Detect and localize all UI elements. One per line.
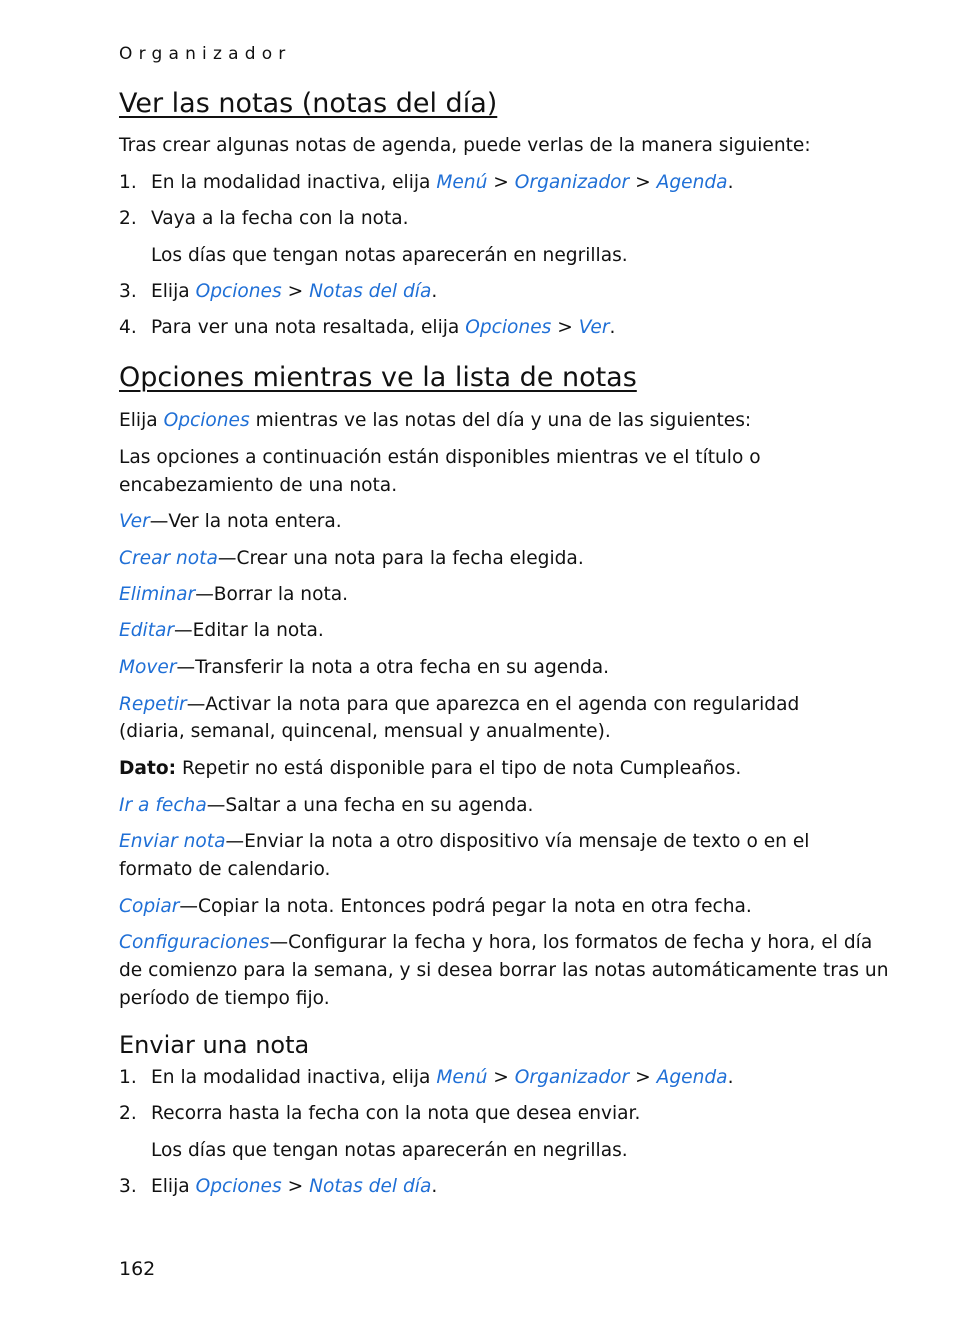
section2-para-line-2: encabezamiento de una nota. xyxy=(119,475,398,496)
step-text: Elija xyxy=(151,281,196,302)
notas-del-dia-link: Notas del día xyxy=(309,1176,432,1197)
step-number: 1. xyxy=(119,1067,137,1088)
section-title-ver-notas: Ver las notas (notas del día) xyxy=(119,88,498,119)
period: . xyxy=(727,172,734,193)
section-title-opciones: Opciones mientras ve la lista de notas xyxy=(119,362,637,393)
option-description: —Crear una nota para la fecha elegida. xyxy=(217,548,584,569)
option-configuraciones xyxy=(119,929,872,957)
dato-text: Repetir no está disponible para el tipo de nota Cumpleaños. xyxy=(176,758,742,779)
option-label: Enviar nota xyxy=(119,831,226,852)
option-ir-a-fecha xyxy=(119,792,533,820)
organizador-link: Organizador xyxy=(514,172,630,193)
option-description: —Activar la nota para que aparezca en el agenda con regularidad xyxy=(186,694,800,715)
page-number: 162 xyxy=(119,1258,156,1280)
menu-link: Menú xyxy=(436,1067,488,1088)
agenda-link: Agenda xyxy=(656,1067,728,1088)
period: . xyxy=(431,281,438,302)
running-header: Organizador xyxy=(119,44,292,64)
section1-step-2-note: Los días que tengan notas aparecerán en negrillas. xyxy=(151,245,628,266)
option-configuraciones-line-3: período de tiempo fijo. xyxy=(119,988,330,1009)
option-label: Crear nota xyxy=(119,548,218,569)
option-repetir xyxy=(119,691,799,719)
notas-del-dia-link: Notas del día xyxy=(309,281,432,302)
step-text: Elija xyxy=(151,1176,196,1197)
step-number: 4. xyxy=(119,317,137,338)
step-number: 3. xyxy=(119,281,137,302)
option-eliminar xyxy=(119,581,348,609)
separator: > xyxy=(551,317,579,338)
period: . xyxy=(727,1067,734,1088)
opciones-link: Opciones xyxy=(163,410,250,431)
option-label: Editar xyxy=(119,620,175,641)
step-text: En la modalidad inactiva, elija xyxy=(151,1067,437,1088)
option-editar xyxy=(119,617,324,645)
option-label: Mover xyxy=(119,657,177,678)
option-label: Eliminar xyxy=(119,584,196,605)
option-label: Repetir xyxy=(119,694,187,715)
dato-note xyxy=(119,755,741,783)
intro-text: mientras ve las notas del día y una de las siguientes: xyxy=(249,410,752,431)
opciones-link: Opciones xyxy=(465,317,552,338)
separator: > xyxy=(487,1067,515,1088)
step-number: 3. xyxy=(119,1176,137,1197)
intro-text: Elija xyxy=(119,410,164,431)
opciones-link: Opciones xyxy=(195,1176,282,1197)
subsection-title-enviar-nota: Enviar una nota xyxy=(119,1031,310,1059)
opciones-link: Opciones xyxy=(195,281,282,302)
option-description: —Enviar la nota a otro dispositivo vía mensaje de texto o en el xyxy=(225,831,810,852)
section3-step-2-note: Los días que tengan notas aparecerán en negrillas. xyxy=(151,1140,628,1161)
step-number: 2. xyxy=(119,208,137,229)
option-label: Ver xyxy=(119,511,150,532)
separator: > xyxy=(487,172,515,193)
option-ver xyxy=(119,508,342,536)
separator: > xyxy=(281,1176,310,1197)
step-text: Vaya a la fecha con la nota. xyxy=(151,208,409,229)
option-repetir-line-2: (diaria, semanal, quincenal, mensual y anualmente). xyxy=(119,721,611,742)
dato-label: Dato: xyxy=(119,758,177,779)
period: . xyxy=(609,317,616,338)
option-description: —Borrar la nota. xyxy=(195,584,349,605)
separator: > xyxy=(281,281,310,302)
step-number: 2. xyxy=(119,1103,137,1124)
option-description: —Editar la nota. xyxy=(174,620,324,641)
option-description: —Configurar la fecha y hora, los formatos de fecha y hora, el día xyxy=(269,932,873,953)
option-label: Ir a fecha xyxy=(119,795,207,816)
option-enviar-nota xyxy=(119,828,809,856)
section2-para-line-1: Las opciones a continuación están disponibles mientras ve el título o xyxy=(119,447,761,468)
period: . xyxy=(431,1176,438,1197)
option-description: —Saltar a una fecha en su agenda. xyxy=(206,795,534,816)
option-copiar xyxy=(119,893,752,921)
option-enviar-nota-line-2: formato de calendario. xyxy=(119,859,331,880)
option-description: —Ver la nota entera. xyxy=(149,511,342,532)
option-configuraciones-line-2: de comienzo para la semana, y si desea borrar las notas automáticamente tras un xyxy=(119,960,889,981)
agenda-link: Agenda xyxy=(656,172,728,193)
step-number: 1. xyxy=(119,172,137,193)
section1-intro: Tras crear algunas notas de agenda, puede verlas de la manera siguiente: xyxy=(119,135,811,156)
organizador-link: Organizador xyxy=(514,1067,630,1088)
option-label: Copiar xyxy=(119,896,180,917)
option-mover xyxy=(119,654,609,682)
separator: > xyxy=(629,172,657,193)
option-crear-nota xyxy=(119,545,584,573)
option-description: —Copiar la nota. Entonces podrá pegar la nota en otra fecha. xyxy=(179,896,752,917)
step-text: Recorra hasta la fecha con la nota que desea enviar. xyxy=(151,1103,641,1124)
step-text: En la modalidad inactiva, elija xyxy=(151,172,437,193)
separator: > xyxy=(629,1067,657,1088)
option-label: Configuraciones xyxy=(119,932,270,953)
ver-link: Ver xyxy=(578,317,610,338)
step-text: Para ver una nota resaltada, elija xyxy=(151,317,466,338)
section2-intro xyxy=(119,407,751,435)
menu-link: Menú xyxy=(436,172,488,193)
option-description: —Transferir la nota a otra fecha en su agenda. xyxy=(176,657,610,678)
